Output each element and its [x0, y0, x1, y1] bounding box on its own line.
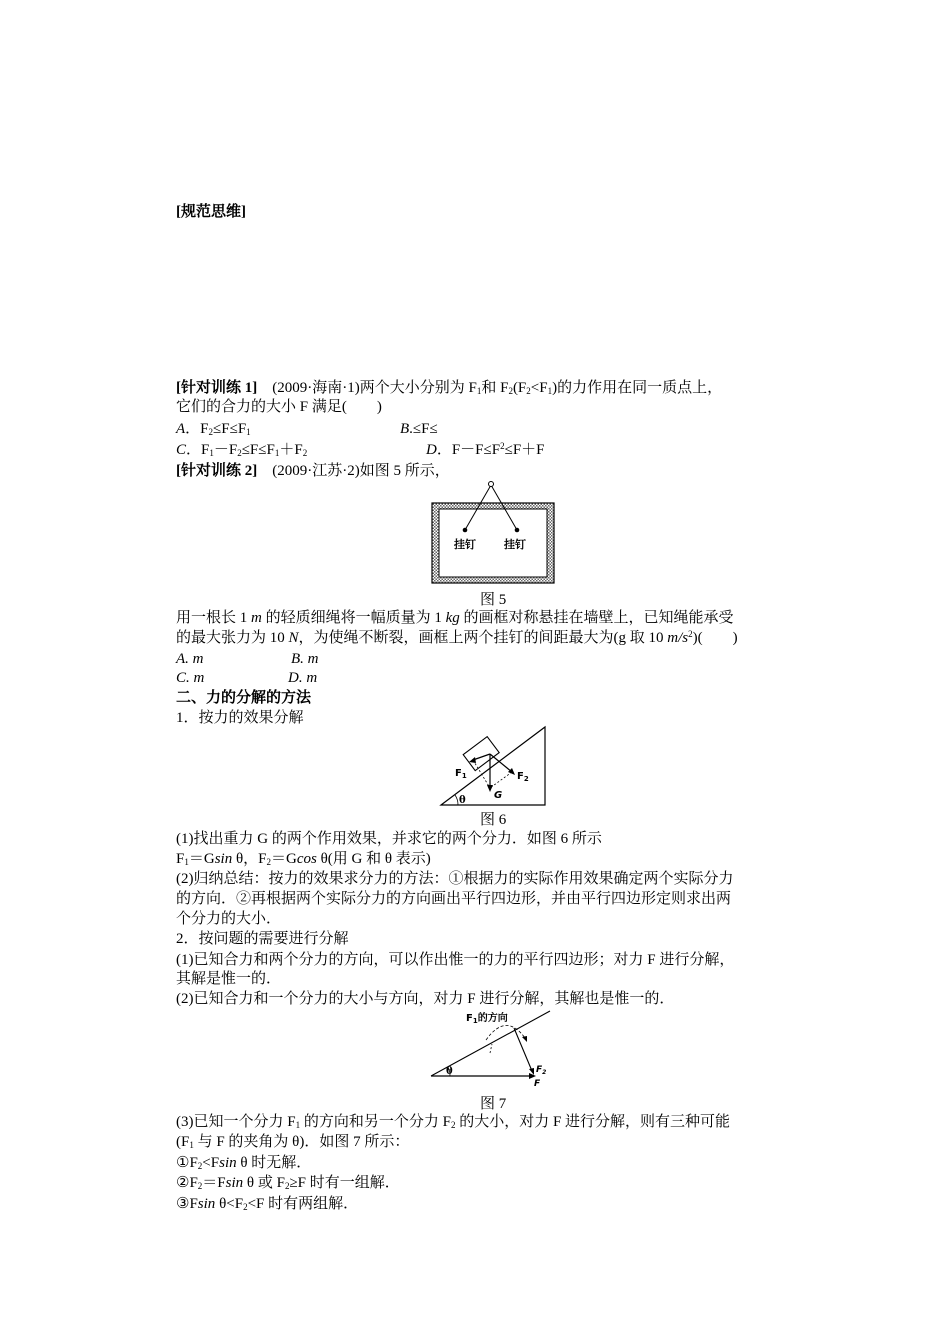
train1-option-a: A．$F_2\le F\le F_1$: [176, 421, 251, 437]
fig6-caption: 图 6: [480, 812, 507, 828]
train2-label: [针对训练 2]: [176, 463, 258, 479]
svg-text:θ: θ: [446, 1066, 453, 1077]
svg-text:F: F: [534, 1079, 541, 1089]
train1-line2: 它们的合力的大小 F 满足( ): [176, 399, 382, 415]
section2-case3: ③Fsin $\theta<F_2<F$ 时有两组解．: [176, 1196, 359, 1212]
fig7-caption: 图 7: [480, 1096, 507, 1112]
figure-5-picture-frame: [428, 478, 558, 586]
section2-p1: (1)找出重力 G 的两个作用效果，并求它的两个分力．如图 6 所示: [176, 831, 602, 847]
train2-option-c: C. m: [176, 670, 205, 686]
section2-q3: (2)已知合力和一个分力的大小与方向，对力 F 进行分解，其解也是惟一的．: [176, 991, 675, 1007]
train1-label: [针对训练 1]: [176, 380, 258, 396]
section2-item1: 1．按力的效果分解: [176, 710, 304, 726]
svg-text:F1的方向: $F_1$的方向: [466, 1013, 508, 1025]
section2-q1: (1)已知合力和两个分力的方向，可以作出惟一的力的平行四边形；对力 F 进行分解，: [176, 952, 735, 968]
train2-para-line2: 的最大张力为 10 N，为使绳不断裂，画框上两个挂钉的间距最大为(g 取 10 $m/s^2$)( ): [176, 629, 738, 646]
section2-r2: ($F_1$ 与 F 的夹角为 θ)．如图 7 所示：: [176, 1134, 410, 1150]
train1-line1: [针对训练 1] (2009·海南·1)两个大小分别为 $F_1$和 $F_2(F_2<F_1)$的力作用在同一质点上，: [176, 380, 723, 396]
train2-option-d: D. m: [288, 670, 318, 686]
section2-p3: (2)归纳总结：按力的效果求分力的方法：①根据力的实际作用效果确定两个实际分力: [176, 871, 734, 887]
train2-option-b: B. m: [291, 651, 319, 667]
section2-q2: 其解是惟一的．: [176, 971, 282, 987]
fig5-caption: 图 5: [480, 592, 507, 608]
section2-case2: $②F_2=Fsin$ θ 或 $F_2\ge F$ 时有一组解．: [176, 1175, 400, 1191]
train2-para-line1: 用一根长 1 m 的轻质细绳将一幅质量为 1 kg 的画框对称悬挂在墙壁上，已知绳能承受: [176, 610, 734, 626]
section2-title: 二、力的分解的方法: [176, 690, 312, 706]
fig5-nail-left-label: 挂钉: [454, 538, 476, 551]
train2-option-a: A. m: [176, 651, 204, 667]
section2-p2: $F_1=Gsin$ θ，$F_2=Gcos$ θ(用 G 和 θ 表示): [176, 851, 431, 867]
train2-line1: [针对训练 2] (2009·江苏·2)如图 5 所示，: [176, 463, 450, 479]
train1-option-d: D．$F-F\le F^2\le F+F$: [426, 441, 545, 458]
fig5-nail-right-label: 挂钉: [504, 538, 526, 551]
section-heading-guifan: [规范思维]: [176, 204, 246, 220]
section2-p5: 个分力的大小．: [176, 911, 282, 927]
figure-6-incline: [438, 724, 550, 808]
section2-p4: 的方向．②再根据两个实际分力的方向画出平行四边形，并由平行四边形定则求出两: [176, 891, 732, 907]
svg-text:F1: $F_1$: [455, 768, 467, 780]
section2-item2: 2．按问题的需要进行分解: [176, 931, 349, 947]
svg-text:F2: $F_2$: [517, 771, 529, 783]
figure-7-force-decomposition: [428, 1008, 554, 1090]
train1-option-b: B.≤F≤: [400, 421, 438, 437]
section2-case1: $①F_2<Fsin$ θ 时无解．: [176, 1155, 312, 1171]
svg-text:G: G: [494, 790, 503, 801]
section2-r1: (3)已知一个分力 $F_1$ 的方向和另一个分力 $F_2$ 的大小，对力 F 进行分解，则有三种可能: [176, 1114, 731, 1130]
train1-option-c: C．$F_1-F_2\le F\le F_1+F_2$: [176, 442, 308, 458]
svg-text:θ: θ: [459, 795, 466, 806]
svg-text:F2: $F_2$: [536, 1065, 547, 1076]
